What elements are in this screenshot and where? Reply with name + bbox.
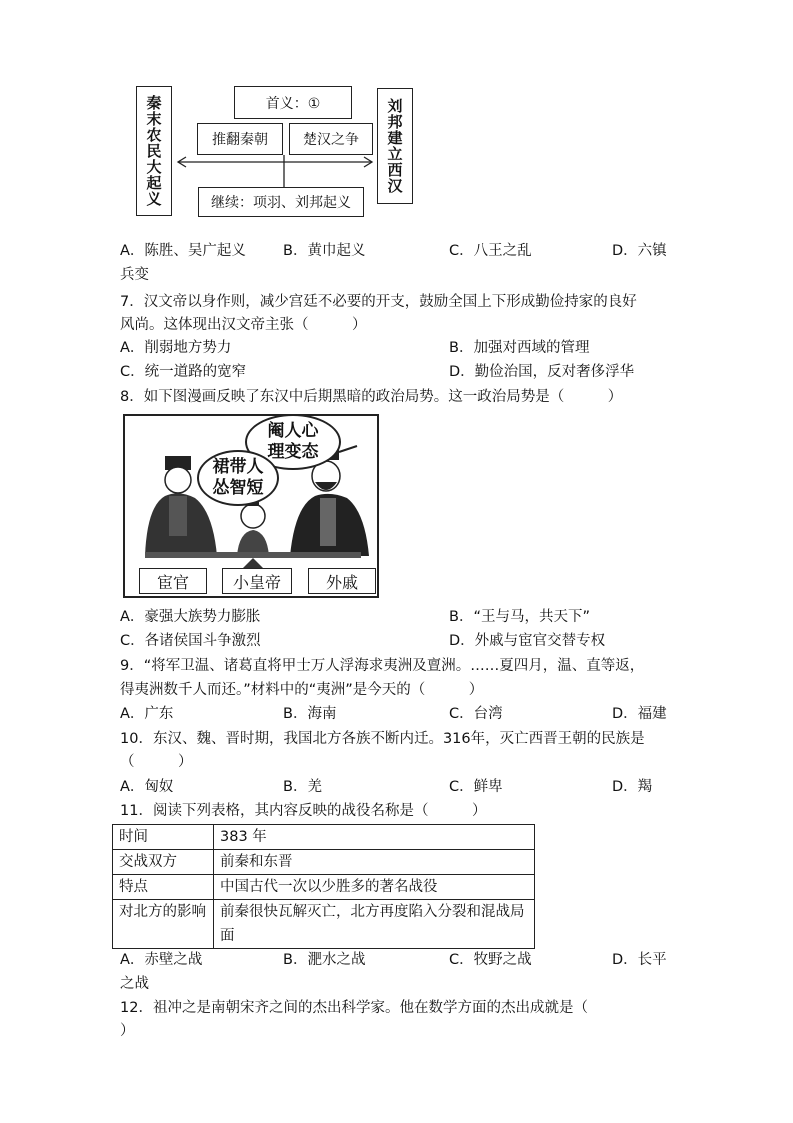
diagram-top-box	[234, 86, 352, 119]
table-cell: 383 年	[214, 825, 535, 850]
q12-stem-line1: 12．祖冲之是南朝宋齐之间的杰出科学家。他在数学方面的杰出成就是（	[120, 1000, 588, 1016]
table-cell: 前秦很快瓦解灭亡，北方再度陷入分裂和混战局面	[214, 900, 535, 949]
q9-stem-line1: 9．“将军卫温、诸葛直将甲士万人浮海求夷洲及亶洲。……夏四月，温、直等返，	[120, 658, 645, 674]
bubble-right-text: 阉人心理变态	[267, 421, 319, 462]
q8-stem: 8．如下图漫画反映了东汉中后期黑暗的政治局势。这一政治局势是（ ）	[120, 389, 623, 405]
q11-option-d-wrap: 之战	[120, 976, 149, 992]
q8-option-d: D．外戚与宦官交替专权	[449, 633, 606, 649]
q9-option-b: B．海南	[283, 706, 337, 722]
diagram-mid-left-text: 推翻秦朝	[212, 132, 268, 148]
q6-option-c: C．八王之乱	[449, 243, 532, 259]
q6-option-d-wrap: 兵变	[120, 267, 149, 283]
diagram-left-box	[136, 86, 172, 216]
bubble-left	[197, 450, 279, 506]
q10-stem-line2: （ ）	[120, 754, 193, 770]
table-row	[113, 850, 535, 875]
diagram-right-label: 刘邦建立西汉	[385, 98, 404, 194]
label-emperor	[222, 568, 292, 594]
q6-option-b: B．黄巾起义	[283, 243, 366, 259]
q6-option-d: D．六镇	[612, 243, 667, 259]
q8-option-c: C．各诸侯国斗争激烈	[120, 633, 261, 649]
diagram-left-label: 秦末农民大起义	[144, 95, 163, 207]
label-consort-text: 外戚	[325, 572, 358, 592]
q10-option-b: B．羌	[283, 779, 322, 795]
table-cell: 时间	[113, 825, 214, 850]
diagram-bottom-box	[198, 187, 364, 217]
q7-stem-line1: 7．汉文帝以身作则，减少宫廷不必要的开支，鼓励全国上下形成勤俭持家的良好	[120, 294, 637, 310]
diagram-right-box	[377, 88, 413, 204]
q7-option-a: A．削弱地方势力	[120, 340, 232, 356]
table-cell: 交战双方	[113, 850, 214, 875]
q8-cartoon	[123, 414, 379, 598]
q10-option-a: A．匈奴	[120, 779, 174, 795]
q6-option-a: A．陈胜、吴广起义	[120, 243, 246, 259]
q10-stem-line1: 10．东汉、魏、晋时期，我国北方各族不断内迁。316年，灭亡西晋王朝的民族是	[120, 731, 645, 747]
bubble-left-text: 裙带人怂智短	[212, 457, 264, 498]
label-eunuch	[139, 568, 207, 594]
q11-option-a: A．赤壁之战	[120, 952, 203, 968]
table-cell: 前秦和东晋	[214, 850, 535, 875]
q8-option-a: A．豪强大族势力膨胀	[120, 609, 261, 625]
q9-option-a: A．广东	[120, 706, 174, 722]
battle-table	[112, 824, 535, 949]
table-row	[113, 900, 535, 949]
q12-stem-line2: ）	[120, 1023, 135, 1039]
q9-option-c: C．台湾	[449, 706, 503, 722]
q7-option-b: B．加强对西域的管理	[449, 340, 590, 356]
q7-option-c: C．统一道路的宽窄	[120, 364, 247, 380]
q7-option-d: D．勤俭治国，反对奢侈浮华	[449, 364, 635, 380]
q9-stem-line2: 得夷洲数千人而还。”材料中的“夷洲”是今天的（ ）	[120, 682, 484, 698]
label-consort	[308, 568, 376, 594]
diagram-top-text: 首义：①	[265, 95, 321, 112]
q7-stem-line2: 风尚。这体现出汉文帝主张（ ）	[120, 317, 367, 333]
diagram-bottom-text: 继续：项羽、刘邦起义	[211, 195, 351, 211]
q10-option-d: D．羯	[612, 779, 653, 795]
diagram-mid-right-text: 楚汉之争	[303, 132, 359, 148]
table-cell: 中国古代一次以少胜多的著名战役	[214, 875, 535, 900]
diagram-arrows	[172, 150, 378, 190]
q8-option-b: B．“王与马，共天下”	[449, 609, 590, 625]
q10-option-c: C．鲜卑	[449, 779, 503, 795]
q11-option-d: D．长平	[612, 952, 667, 968]
q11-stem: 11．阅读下列表格，其内容反映的战役名称是（ ）	[120, 803, 487, 819]
table-cell: 对北方的影响	[113, 900, 214, 949]
label-emperor-text: 小皇帝	[232, 572, 281, 592]
table-row	[113, 875, 535, 900]
table-cell: 特点	[113, 875, 214, 900]
table-row	[113, 825, 535, 850]
label-eunuch-text: 宦官	[156, 572, 189, 592]
q9-option-d: D．福建	[612, 706, 667, 722]
q11-option-c: C．牧野之战	[449, 952, 532, 968]
q11-option-b: B．淝水之战	[283, 952, 366, 968]
